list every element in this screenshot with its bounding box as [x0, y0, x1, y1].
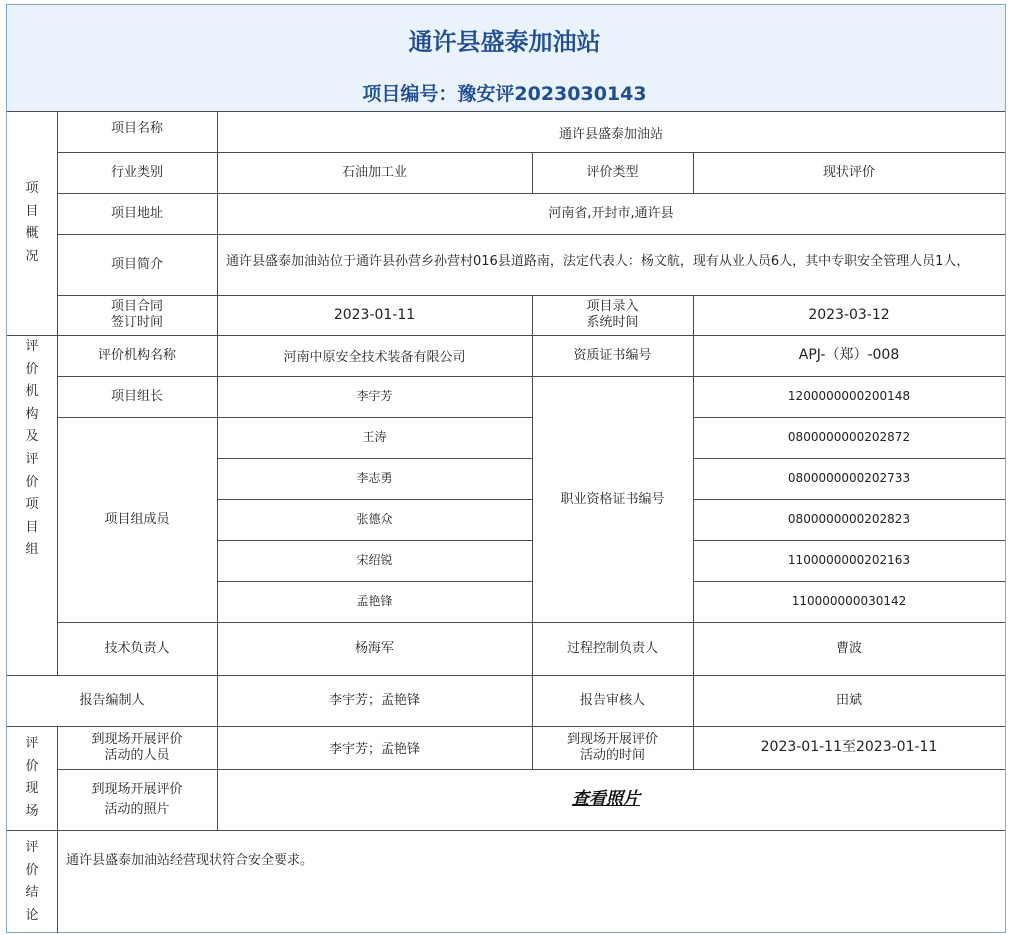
section-label-site: 评 价 现 场 — [25, 736, 39, 819]
member-cert: 0800000000202733 — [787, 471, 911, 485]
intro-label: 项目简介 — [110, 257, 163, 272]
cert-number-value: APJ-（郑）-008 — [798, 347, 900, 363]
project-name-label: 项目名称 — [110, 121, 163, 136]
section-label-agency: 评 价 机 构 及 评 价 项 目 组 — [25, 339, 39, 558]
member-name: 孟艳锋 — [356, 594, 393, 608]
site-people-value: 李宇芳；孟艳锋 — [328, 742, 420, 757]
site-time-value: 2023-01-11至2023-01-11 — [760, 739, 938, 755]
tech-lead-label: 技术负责人 — [104, 641, 170, 656]
member-cert: 0800000000202872 — [787, 430, 911, 444]
contract-date-value: 2023-01-11 — [333, 306, 416, 323]
project-number: 项目编号：豫安评2023030143 — [362, 83, 647, 105]
report-reviewer-value: 田斌 — [835, 693, 862, 708]
process-lead-label: 过程控制负责人 — [566, 641, 658, 656]
site-people-label: 到现场开展评价 活动的人员 — [91, 731, 183, 763]
tech-lead-value: 杨海军 — [354, 641, 394, 656]
section-label-conclusion: 评 价 结 论 — [25, 840, 39, 923]
report-writer-label: 报告编制人 — [79, 693, 145, 708]
entry-date-label: 项目录入 系统时间 — [586, 299, 639, 330]
report-writer-value: 李宇芳；孟艳锋 — [328, 693, 420, 708]
eval-type-label: 评价类型 — [586, 165, 639, 180]
view-photos-link[interactable]: 查看照片 — [572, 789, 640, 809]
conclusion-text: 通许县盛泰加油站经营现状符合安全要求。 — [66, 852, 314, 868]
qual-cert-label: 职业资格证书编号 — [560, 491, 665, 507]
project-name-value: 通许县盛泰加油站 — [558, 127, 663, 142]
member-cert: 1100000000202163 — [787, 553, 911, 567]
report-reviewer-label: 报告审核人 — [579, 693, 645, 708]
site-time-label: 到现场开展评价 活动的时间 — [566, 731, 658, 763]
cert-number-label: 资质证书编号 — [573, 348, 652, 363]
leader-name: 李宇芳 — [356, 389, 393, 403]
org-name-label: 评价机构名称 — [97, 348, 176, 363]
org-name-value: 河南中原安全技术装备有限公司 — [283, 350, 466, 365]
site-photo-cell — [217, 769, 1005, 830]
address-value: 河南省,开封市,通许县 — [548, 206, 674, 221]
address-label: 项目地址 — [110, 206, 163, 221]
page-title: 通许县盛泰加油站 — [408, 28, 601, 56]
site-photo-label: 到现场开展评价 活动的照片 — [91, 781, 183, 817]
member-cert: 110000000030142 — [791, 594, 907, 608]
section-label-overview: 项 目 概 况 — [25, 181, 39, 264]
member-name: 王涛 — [362, 430, 387, 444]
member-name: 宋绍锐 — [356, 553, 393, 567]
leader-label: 项目组长 — [110, 389, 163, 404]
intro-value: 通许县盛泰加油站位于通许县孙营乡孙营村016县道路南，法定代表人：杨文航，现有从业人员6人，其中专职安全管理人员1人， — [226, 254, 970, 269]
contract-date-label: 项目合同 签订时间 — [110, 299, 163, 330]
member-cert: 0800000000202823 — [787, 512, 911, 526]
entry-date-value: 2023-03-12 — [808, 306, 890, 323]
industry-label: 行业类别 — [110, 165, 163, 180]
leader-cert: 1200000000200148 — [787, 389, 911, 403]
eval-type-value: 现状评价 — [822, 165, 875, 180]
member-name: 李志勇 — [356, 471, 393, 485]
industry-value: 石油加工业 — [341, 165, 407, 180]
process-lead-value: 曹波 — [835, 641, 862, 656]
members-label: 项目组成员 — [104, 512, 170, 527]
member-name: 张德众 — [356, 512, 393, 526]
